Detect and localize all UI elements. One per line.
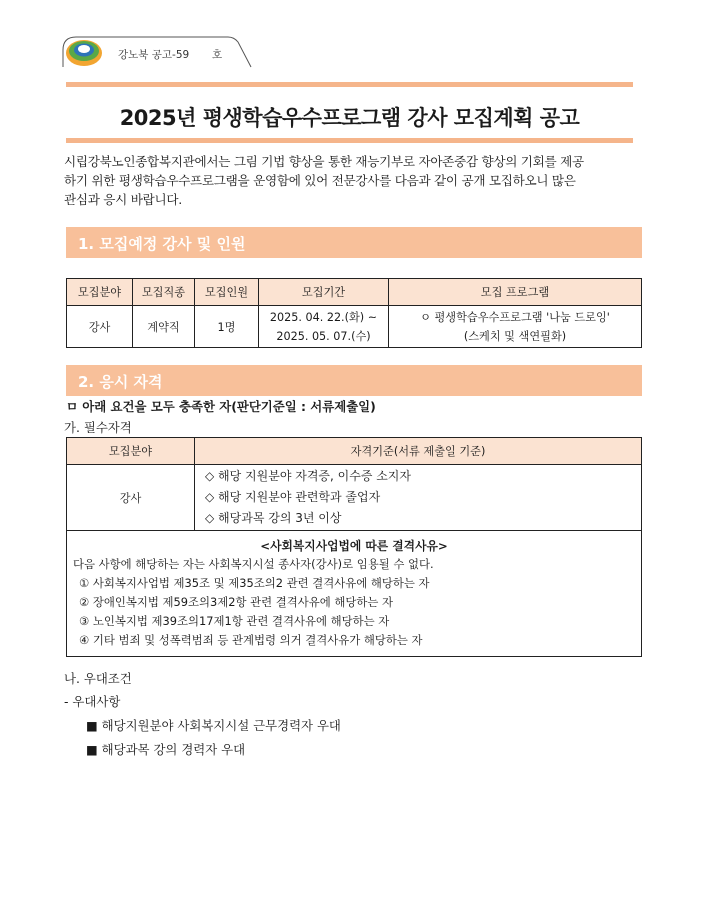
section-2-heading-text: 2. 응시 자격 [78, 373, 163, 391]
disqualification-item: ③ 노인복지법 제39조의17제1항 관련 결격사유에 해당하는 자 [79, 614, 390, 628]
criteria-item: ◇ 해당 지원분야 관련학과 졸업자 [205, 490, 381, 504]
disqualification-item: ② 장애인복지법 제59조의3제2항 관련 결격사유에 해당하는 자 [79, 595, 394, 609]
col-header-period: 모집기간 [259, 279, 389, 306]
criteria-statement: ㅁ 아래 요건을 모두 충족한 자(판단기준일 : 서류제출일) [66, 399, 376, 414]
intro-line: 시립강북노인종합복지관에서는 그림 기법 향상을 통한 재능기부로 자아존중감 향상의 기회를 제공 [64, 154, 584, 169]
intro-line: 관심과 응시 바랍니다. [64, 192, 182, 207]
program-detail: (스케치 및 색연필화) [463, 329, 567, 343]
cell-job: 계약직 [133, 306, 195, 348]
intro-line: 하기 위한 평생학습우수프로그램을 운영함에 있어 전문강사를 다음과 같이 공개 모집하오니 많은 [64, 173, 576, 188]
title-top-rule [66, 82, 633, 87]
col-header-program: 모집 프로그램 [389, 279, 642, 306]
col-header-job: 모집직종 [133, 279, 195, 306]
preferred-sub-label: - 우대사항 [64, 694, 121, 709]
col-header-count: 모집인원 [195, 279, 259, 306]
criteria-item: ◇ 해당과목 강의 3년 이상 [205, 511, 342, 525]
title-bottom-rule [66, 138, 633, 143]
criteria-item: ◇ 해당 지원분야 자격증, 이수증 소지자 [205, 469, 411, 483]
cell-period [259, 306, 389, 348]
col-header-field: 모집분야 [67, 438, 195, 465]
disqualification-intro: 다음 사항에 해당하는 자는 사회복지시설 종사자(강사)로 임용될 수 없다. [73, 557, 434, 571]
page-title: 2025년 평생학습우수프로그램 강사 모집계획 공고 [119, 106, 580, 130]
disqualification-item: ① 사회복지사업법 제35조 및 제35조의2 관련 결격사유에 해당하는 자 [79, 576, 430, 590]
section-2-heading [66, 365, 642, 396]
preferred-condition-label: 나. 우대조건 [64, 671, 132, 686]
period-end: 2025. 05. 07.(수) [276, 329, 371, 343]
cell-program [389, 306, 642, 348]
cell-count: 1명 [195, 306, 259, 348]
required-qualification-label: 가. 필수자격 [64, 420, 132, 435]
program-name: ㅇ 평생학습우수프로그램 '나눔 드로잉' [420, 310, 610, 324]
document-number: 강노북 공고-59 [118, 49, 190, 61]
document-header-tab [62, 36, 252, 68]
disqualification-item: ④ 기타 범죄 및 성폭력범죄 등 관계법령 의거 결격사유가 해당하는 자 [79, 633, 423, 647]
col-header-criteria: 자격기준(서류 제출일 기준) [195, 438, 642, 465]
qualification-table [66, 437, 642, 657]
document-number-suffix: 호 [212, 49, 223, 61]
col-header-field: 모집분야 [67, 279, 133, 306]
cell-criteria [195, 465, 642, 531]
intro-paragraph [64, 152, 644, 209]
cell-field: 강사 [67, 306, 133, 348]
cell-field: 강사 [67, 465, 195, 531]
disqualification-box [67, 531, 642, 657]
preferred-item: ■ 해당지원분야 사회복지시설 근무경력자 우대 [86, 718, 341, 733]
section-1-heading-text: 1. 모집예정 강사 및 인원 [78, 235, 246, 253]
section-1-heading [66, 227, 642, 258]
disqualification-title: <사회복지사업법에 따른 결격사유> [260, 539, 448, 553]
recruitment-table [66, 278, 642, 348]
organization-logo [62, 36, 106, 68]
preferred-item: ■ 해당과목 강의 경력자 우대 [86, 742, 246, 757]
period-start: 2025. 04. 22.(화) ~ [269, 310, 378, 324]
